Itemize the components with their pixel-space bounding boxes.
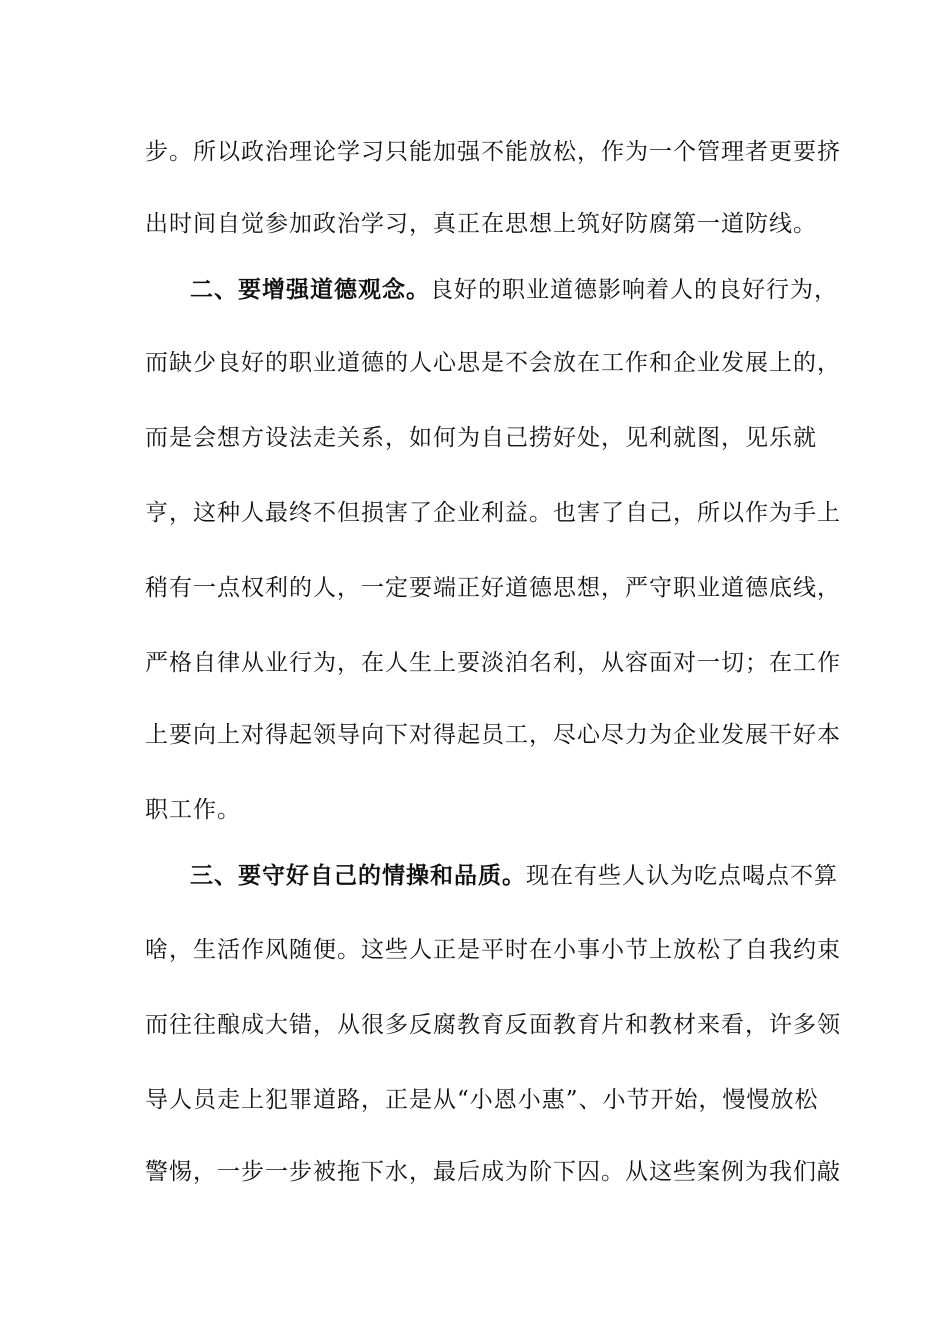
- section-3-text: 现在有些人认为吃点喝点不算: [526, 863, 838, 889]
- section-2-text: 良好的职业道德影响着人的良好行为，: [430, 277, 838, 303]
- paragraph-line: 导人员走上犯罪道路，正是从“小恩小惠”、小节开始，慢慢放松: [145, 1087, 819, 1113]
- paragraph-line: 亨，这种人最终不但损害了企业利益。也害了自己，所以作为手上: [145, 500, 841, 526]
- paragraph-line: 警惕，一步一步被拖下水，最后成为阶下囚。从这些案例为我们敲: [145, 1159, 841, 1185]
- section-3-first-line: [190, 856, 838, 896]
- paragraph-line: 而往往酿成大错，从很多反腐教育反面教育片和教材来看，许多领: [145, 1012, 841, 1038]
- paragraph-line: 而是会想方设法走关系，如何为自己捞好处，见利就图，见乐就: [145, 425, 817, 451]
- paragraph-line: 稍有一点权利的人，一定要端正好道德思想，严守职业道德底线，: [145, 575, 841, 601]
- section-2-first-line: [190, 270, 838, 310]
- paragraph-line: 严格自律从业行为，在人生上要淡泊名利，从容面对一切；在工作: [145, 650, 841, 676]
- paragraph-line: 上要向上对得起领导向下对得起员工，尽心尽力为企业发展干好本: [145, 722, 841, 748]
- paragraph-line: 而缺少良好的职业道德的人心思是不会放在工作和企业发展上的，: [145, 350, 841, 376]
- paragraph-line: 步。所以政治理论学习只能加强不能放松，作为一个管理者更要挤: [145, 139, 841, 165]
- paragraph-line: 职工作。: [145, 797, 241, 823]
- paragraph-line: 出时间自觉参加政治学习，真正在思想上筑好防腐第一道防线。: [145, 211, 817, 237]
- section-3-heading: 三、要守好自己的情操和品质。: [190, 862, 526, 889]
- paragraph-line: 啥，生活作风随便。这些人正是平时在小事小节上放松了自我约束: [145, 937, 841, 963]
- section-2-heading: 二、要增强道德观念。: [190, 276, 430, 303]
